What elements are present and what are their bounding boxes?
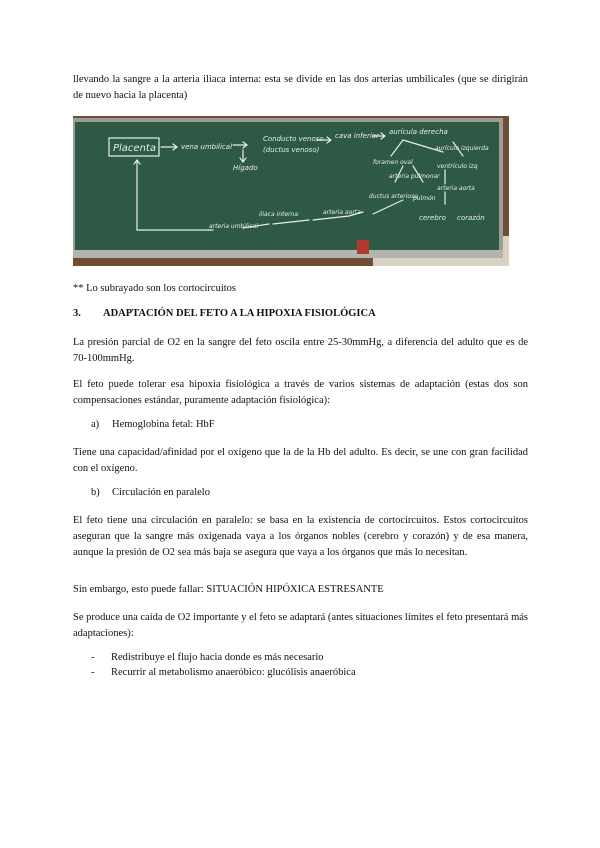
paragraph-3: Tiene una capacidad/afinidad por el oxígeno que la de la Hb del adulto. Es decir, se une con gran facilidad con el oxígeno. <box>73 447 528 474</box>
chalk-corazon: corazón <box>457 214 485 222</box>
chalk-pulmon: pulmón <box>413 195 436 202</box>
chalk-auricula-derecha: aurícula derecha <box>389 128 448 136</box>
bullet-text: Redistribuye el flujo hacia donde es más necesario <box>111 652 324 663</box>
chalk-higado: Hígado <box>233 164 258 172</box>
paragraph-4: El feto tiene una circulación en paralelo: se basa en la existencia de cortocircuitos. Estos cortocircuitos aseguran que la sangre más oxigenada vaya a los órganos nobles (cerebro y corazón) y de esa manera, aunque la presión de O2 sea más baja se asegura que vaya a los órganos que más lo necesitan. <box>73 515 528 558</box>
chalk-foramen-oval: foramen oval <box>373 159 413 166</box>
paragraph-5: Sin embargo, esto puede fallar: SITUACIÓN HIPÓXICA ESTRESANTE <box>73 584 384 595</box>
section-title: ADAPTACIÓN DEL FETO A LA HIPOXIA FISIOLÓGICA <box>103 308 376 319</box>
subsection-b-text: Circulación en paralelo <box>112 487 210 498</box>
section-number: 3. <box>73 308 81 319</box>
chalk-arteria-umbilical: arteria umbilical <box>209 223 259 230</box>
bullet-text: Recurrir al metabolismo anaeróbico: glucólisis anaeróbica <box>111 667 356 678</box>
list-item <box>91 652 324 663</box>
chalkboard-diagram <box>73 116 509 266</box>
paragraph-6: Se produce una caída de O2 importante y el feto se adaptará (antes situaciones límites el feto presentará más adaptaciones): <box>73 612 528 639</box>
chalkboard-photo <box>73 116 509 266</box>
list-item <box>91 667 356 678</box>
subsection-a-text: Hemoglobina fetal: HbF <box>112 419 215 430</box>
chalk-vena-umbilical: vena umbilical <box>181 143 233 151</box>
subsection-a <box>91 419 215 430</box>
chalk-cava-inferior: cava inferior <box>335 132 379 140</box>
intro-paragraph: llevando la sangre a la arteria iliaca interna: esta se divide en las dos arterias umbilicales (que se dirigirán de nuevo hacia la placenta) <box>73 74 528 101</box>
chalk-arteria-aorta: arteria aorta <box>437 185 475 192</box>
subsection-b <box>91 487 210 498</box>
bullet-dash: - <box>91 652 95 663</box>
chalk-ventriculo-izq: ventrículo izq <box>437 163 478 170</box>
marker-object <box>357 240 369 254</box>
chalk-ductus-arterioso: ductus arterioso <box>369 193 418 200</box>
chalk-ductus-venoso: (ductus venoso) <box>263 146 320 154</box>
chalk-conducto-venoso: Conducto venoso <box>263 135 324 143</box>
chalk-arteria-aorta-2: arteria aorta <box>323 209 361 216</box>
chalk-arteria-pulmonar: arteria pulmonar <box>389 173 440 180</box>
footnote: ** Lo subrayado son los cortocircuitos <box>73 283 237 294</box>
section-heading <box>73 308 376 319</box>
paragraph-2: El feto puede tolerar esa hipoxia fisiológica a través de varios sistemas de adaptación (estas dos son compensaciones estándar, puramente adaptación fisiológica): <box>73 379 528 406</box>
bullet-dash: - <box>91 667 95 678</box>
chalk-auricula-izquierda: aurícula izquierda <box>435 145 489 152</box>
chalk-placenta: Placenta <box>113 143 156 154</box>
chalk-cerebro: cerebro <box>419 214 446 222</box>
paragraph-1: La presión parcial de O2 en la sangre del feto oscila entre 25-30mmHg, a diferencia del adulto que es de 70-100mmHg. <box>73 337 528 364</box>
chalk-iliaca-interna: iliaca interna <box>259 211 299 218</box>
subsection-b-label: b) <box>91 487 100 498</box>
subsection-a-label: a) <box>91 419 100 430</box>
